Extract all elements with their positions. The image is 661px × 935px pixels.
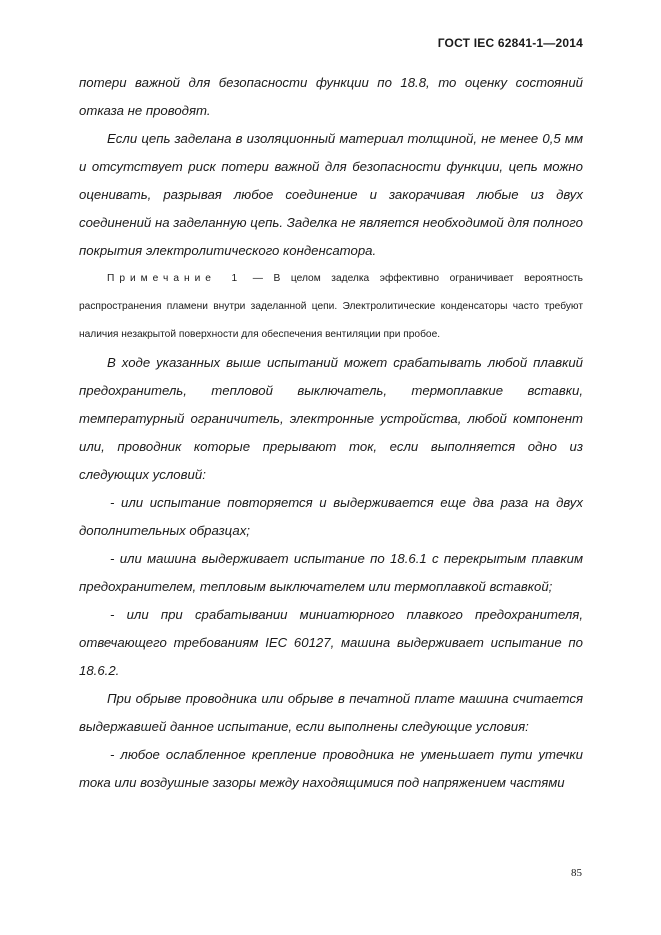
page-body — [79, 69, 583, 797]
list-item-miniature-fuse: - или при срабатывании миниатюрного плавкого предохранителя, отвечающего требованиям IEC 60127, машина выдерживает испытание по 18.6.2. — [79, 607, 583, 678]
list-item-repeat-test: - или испытание повторяется и выдерживается еще два раза на двух дополнительных образцах; — [79, 495, 583, 538]
paragraph-conductor-break: При обрыве проводника или обрыве в печатной плате машина считается выдержавшей данное испытание, если выполнены следующие условия: — [79, 691, 583, 734]
list-item-bridged-fuse: - или машина выдерживает испытание по 18.6.1 с перекрытым плавким предохранителем, тепловым выключателем или термоплавкой вставкой; — [79, 551, 583, 594]
note-label: Примечание 1 — [107, 273, 243, 284]
document-header: ГОСТ IEC 62841-1—2014 — [437, 36, 583, 50]
note-text: — В целом заделка эффективно ограничивает вероятность распространения пламени внутри заделанной цепи. Электролитические конденсаторы часто требуют наличия незакрытой поверхности для обеспечения вентиляции при пробое. — [79, 273, 583, 340]
note-1 — [79, 265, 583, 349]
paragraph-encapsulation: Если цепь заделана в изоляционный материал толщиной, не менее 0,5 мм и отсутствует риск потери важной для безопасности функции, цепь можно оценивать, разрывая любое соединение и закорачивая любые из двух соединений на заделанную цепь. Заделка не является необходимой для полного покрытия электролитического конденсатора. — [79, 131, 583, 258]
paragraph-continuation: потери важной для безопасности функции по 18.8, то оценку состояний отказа не проводят. — [79, 75, 583, 118]
list-item-creepage: - любое ослабленное крепление проводника не уменьшает пути утечки тока или воздушные зазоры между находящимися под напряжением частями — [79, 747, 583, 790]
paragraph-protective-devices: В ходе указанных выше испытаний может срабатывать любой плавкий предохранитель, тепловой выключатель, термоплавкие вставки, температурный ограничитель, электронные устройства, любой компонент или, проводник которые прерывают ток, если выполняется одно из следующих условий: — [79, 355, 583, 482]
page-number: 85 — [571, 867, 582, 879]
